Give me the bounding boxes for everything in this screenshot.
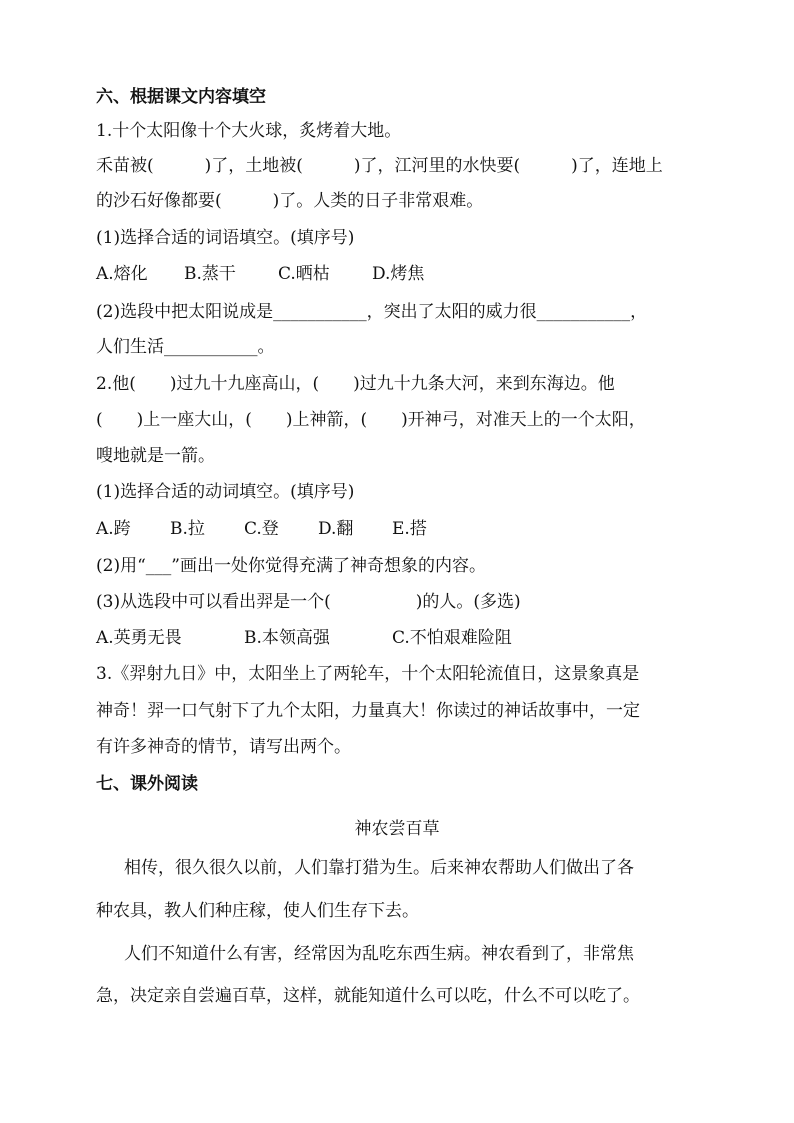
q2-sub3: (3)从选段中可以看出羿是一个( )的人。(多选) [96,592,521,612]
q1-intro: 1.十个太阳像十个大火球，炙烤着大地。 [96,121,402,141]
reading-para1-line-2: 种农具，教人们种庄稼，使人们生存下去。 [96,901,419,921]
q1-sub2-line-2: 人们生活___________。 [96,337,275,357]
q1-passage-line-2: 的沙石好像都要( )了。人类的日子非常艰难。 [96,191,484,211]
q2-passage-line-1: 2.他( )过九十九座高山，( )过九十九条大河，来到东海边。他 [96,374,615,394]
q1-option-b: B.蒸干 [184,264,236,284]
q2-options-2 [96,627,702,649]
q2-option-b: B.拉 [170,519,205,539]
reading-para2-line-2: 急，决定亲自尝遍百草，这样，就能知道什么可以吃，什么不可以吃了。 [96,986,640,1006]
q3-line-1: 3.《羿射九日》中，太阳坐上了两轮车，十个太阳轮流值日，这景象真是 [96,664,640,684]
q2-multi-option-c: C.不怕艰难险阻 [392,628,512,648]
q2-option-a: A.跨 [96,519,131,539]
q3-line-3: 有许多神奇的情节，请写出两个。 [96,737,351,757]
reading-para1-line-1: 相传，很久很久以前，人们靠打猎为生。后来神农帮助人们做出了各 [124,858,634,878]
q2-multi-option-a: A.英勇无畏 [96,628,182,648]
q2-options [96,518,702,540]
q2-option-d: D.翻 [318,519,354,539]
q1-option-a: A.熔化 [96,264,148,284]
section-seven-heading: 七、课外阅读 [96,774,198,794]
q1-options [96,263,702,285]
q1-passage-line-1: 禾苗被( )了，土地被( )了，江河里的水快要( )了，连地上 [96,156,663,176]
q1-option-c: C.晒枯 [278,264,330,284]
q1-option-d: D.烤焦 [372,264,425,284]
reading-title: 神农尝百草 [354,819,440,839]
section-six-heading: 六、根据课文内容填空 [96,87,266,107]
q2-option-c: C.登 [244,519,279,539]
q2-sub1: (1)选择合适的动词填空。(填序号) [96,482,355,502]
q2-passage-line-3: 嗖地就是一箭。 [96,446,215,466]
reading-para2-line-1: 人们不知道什么有害，经常因为乱吃东西生病。神农看到了，非常焦 [124,944,634,964]
q2-sub2: (2)用“___”画出一处你觉得充满了神奇想象的内容。 [96,556,486,576]
q2-option-e: E.搭 [392,519,427,539]
q1-sub1: (1)选择合适的词语填空。(填序号) [96,228,355,248]
q2-multi-option-b: B.本领高强 [244,628,330,648]
q3-line-2: 神奇！羿一口气射下了九个太阳，力量真大！你读过的神话故事中，一定 [96,701,640,721]
q2-passage-line-2: ( )上一座大山，( )上神箭，( )开神弓，对准天上的一个太阳， [96,410,646,430]
q1-sub2-line-1: (2)选段中把太阳说成是___________，突出了太阳的威力很___________， [96,302,648,322]
